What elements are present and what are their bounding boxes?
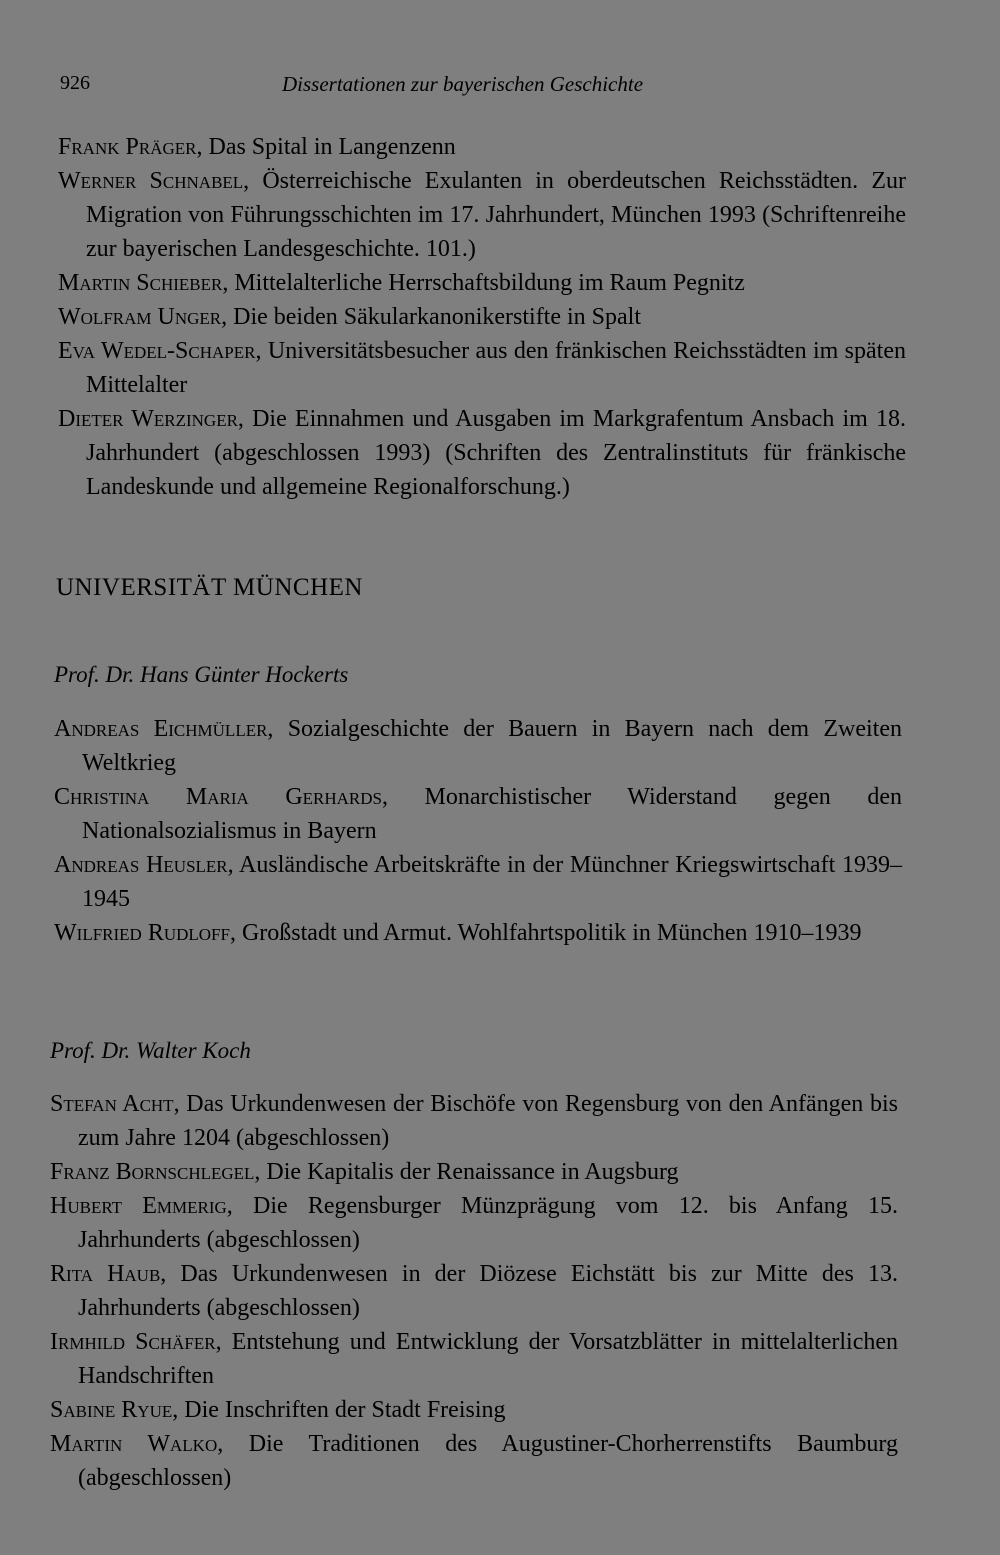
entry-author: Rita Haub, — [50, 1261, 167, 1287]
bibliography-entry — [58, 334, 906, 402]
entry-author: Wolfram Unger, — [58, 304, 228, 330]
running-title: Dissertationen zur bayerischen Geschichte — [282, 72, 644, 96]
bibliography-entry — [50, 1393, 898, 1427]
entry-author: Frank Präger, — [58, 134, 203, 160]
entry-author: Dieter Werzinger, — [58, 406, 244, 432]
entry-author: Christina Maria Gerhards, — [54, 784, 388, 810]
entry-title: Universitätsbesucher aus den fränkischen Reichsstädten im späten Mittelalter — [86, 338, 906, 398]
bibliography-entry — [58, 402, 906, 504]
entry-title: Österreichische Exulanten in oberdeutschen Reichsstädten. Zur Migration von Führungsschichten im 17. Jahrhundert, München 1993 (Schriftenreihe zur bayerischen Landesgeschichte. 101.) — [86, 168, 906, 262]
entry-title: Die Inschriften der Stadt Freising — [178, 1397, 506, 1423]
entry-author: Irmhild Schäfer, — [50, 1329, 222, 1355]
entry-author: Werner Schnabel, — [58, 168, 250, 194]
bibliography-entry — [50, 1189, 898, 1257]
bibliography-entry — [54, 848, 902, 916]
bibliography-entry — [54, 780, 902, 848]
entry-author: Andreas Heusler, — [54, 852, 234, 878]
bibliography-entry — [50, 1087, 898, 1155]
bibliography-entry — [50, 1427, 898, 1495]
entry-title: Die Einnahmen und Ausgaben im Markgrafentum Ansbach im 18. Jahrhundert (abgeschlossen 1993) (Schriften des Zentralinstituts für fränkische Landeskunde und allgemeine Regionalforschung.) — [86, 406, 906, 500]
top-entry-list — [58, 130, 906, 504]
bibliography-entry — [54, 916, 902, 950]
bibliography-entry — [58, 266, 906, 300]
entry-author: Martin Schieber, — [58, 270, 229, 296]
entry-title: Sozialgeschichte der Bauern in Bayern nach dem Zweiten Weltkrieg — [82, 716, 903, 776]
entry-title: Das Urkundenwesen in der Diözese Eichstätt bis zur Mitte des 13. Jahrhunderts (abgeschlossen) — [78, 1261, 898, 1321]
entry-author: Martin Walko, — [50, 1431, 224, 1457]
bibliography-entry — [50, 1155, 898, 1189]
entry-title: Großstadt und Armut. Wohlfahrtspolitik in München 1910–1939 — [235, 920, 862, 946]
section-heading: UNIVERSITÄT MÜNCHEN — [56, 574, 363, 601]
bibliography-entry — [54, 712, 902, 780]
hockerts-entry-list — [54, 712, 902, 950]
bibliography-entry — [50, 1325, 898, 1393]
professor-heading: Prof. Dr. Hans Günter Hockerts — [54, 662, 349, 687]
professor-heading: Prof. Dr. Walter Koch — [50, 1038, 251, 1063]
entry-title: Entstehung und Entwicklung der Vorsatzblätter in mittelalterlichen Handschriften — [78, 1329, 898, 1389]
bibliography-entry — [58, 130, 906, 164]
entry-author: Hubert Emmerig, — [50, 1193, 233, 1219]
entry-title: Das Spital in Langenzenn — [202, 134, 456, 160]
entry-title: Ausländische Arbeitskräfte in der Münchner Kriegswirtschaft 1939–1945 — [82, 852, 902, 912]
bibliography-entry — [50, 1257, 898, 1325]
entry-author: Franz Bornschlegel, — [50, 1159, 261, 1185]
entry-author: Wilfried Rudloff, — [54, 920, 236, 946]
entry-author: Sabine Ryue, — [50, 1397, 179, 1423]
entry-title: Die Regensburger Münzprägung vom 12. bis Anfang 15. Jahrhunderts (abgeschlossen) — [78, 1193, 898, 1253]
entry-author: Stefan Acht, — [50, 1091, 180, 1117]
entry-title: Mittelalterliche Herrschaftsbildung im Raum Pegnitz — [228, 270, 745, 296]
koch-entry-list — [50, 1087, 898, 1495]
entry-author: Eva Wedel-Schaper, — [58, 338, 262, 364]
entry-author: Andreas Eichmüller, — [54, 716, 274, 742]
entry-title: Die beiden Säkularkanonikerstifte in Spalt — [227, 304, 642, 330]
entry-title: Die Traditionen des Augustiner-Chorherrenstifts Baumburg (abgeschlossen) — [78, 1431, 898, 1491]
entry-title: Das Urkundenwesen der Bischöfe von Regensburg von den Anfängen bis zum Jahre 1204 (abgeschlossen) — [78, 1091, 898, 1151]
page-number: 926 — [60, 72, 90, 94]
bibliography-entry — [58, 164, 906, 266]
entry-title: Die Kapitalis der Renaissance in Augsburg — [260, 1159, 679, 1185]
entry-title: Monarchistischer Widerstand gegen den Nationalsozialismus in Bayern — [82, 784, 902, 844]
page-header — [60, 72, 900, 102]
bibliography-entry — [58, 300, 906, 334]
